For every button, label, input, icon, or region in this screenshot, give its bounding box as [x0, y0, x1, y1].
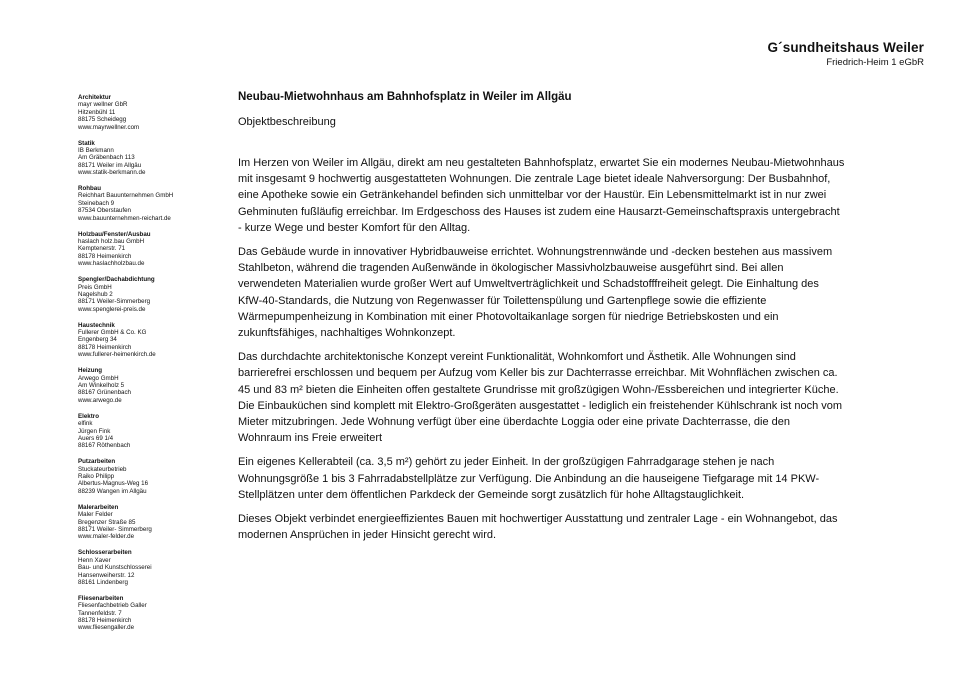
description-body [238, 155, 918, 543]
contractor-entry [78, 94, 198, 131]
paragraph-line: Dieses Objekt verbindet energieeffizientes Bauen mit hochwertiger Ausstattung und zentraler Lage - ein Wohnangebot, das [238, 513, 838, 526]
contractor-website-link[interactable]: www.fullerer-heimenkirch.de [78, 351, 156, 359]
contractor-detail-line: 88171 Weiler- Simmerberg [78, 526, 152, 533]
contractor-trade-heading: Haustechnik [78, 321, 115, 329]
contractor-detail-line: Am Winkelholz 5 [78, 382, 125, 389]
contractor-detail-line: Engenberg 34 [78, 336, 117, 344]
contractor-entry [78, 504, 198, 541]
contractor-detail-line: Stuckateurbetrieb [78, 465, 127, 473]
contractor-entry [78, 231, 198, 268]
paragraph-line: - kurze Wege und bester Komfort für den Alltag. [238, 221, 471, 234]
description-paragraph [238, 454, 918, 503]
contractor-website-link[interactable]: www.mayrwellner.com [78, 123, 140, 131]
contractor-detail-line: Steinebach 9 [78, 199, 115, 207]
contractor-detail-line: 88178 Heimenkirch [78, 343, 132, 351]
contractor-trade-heading: Spengler/Dachabdichtung [78, 276, 155, 284]
contractor-entry [78, 367, 198, 404]
contractor-entry [78, 413, 198, 450]
paragraph-line: Wärmepumpenheizung in Kombination mit einer Photovoltaikanlage sorgen für niedrige Betriebskosten und ein [238, 310, 779, 323]
document-subtitle: Objektbeschreibung [238, 116, 336, 128]
description-paragraph [238, 244, 918, 341]
document-title: Neubau-Mietwohnhaus am Bahnhofsplatz in Weiler im Allgäu [238, 91, 572, 103]
description-paragraph [238, 155, 918, 236]
contractor-detail-line: Reichhart Bauunternehmen GmbH [78, 192, 174, 200]
contractor-website-link[interactable]: www.fliesengaller.de [78, 624, 135, 632]
company-subtitle: Friedrich-Heim 1 eGbR [826, 57, 924, 68]
contractor-trade-heading: Architektur [78, 94, 112, 101]
paragraph-line: zukunftsfähiges, nachhaltiges Wohnkonzept. [238, 327, 456, 340]
contractor-entry [78, 276, 198, 313]
paragraph-line: mit insgesamt 9 hochwertig ausgestatteten Wohnungen. Die zentrale Lage bietet ideale Nahversorgung: Der Busbahnhof, [238, 173, 831, 186]
contractor-detail-line: 88161 Lindenberg [78, 578, 128, 586]
contractor-detail-line: Am Gräbenbach 113 [78, 154, 135, 162]
contractor-detail-line: Henn Xaver [78, 556, 111, 564]
contractor-detail-line: elfink [78, 420, 93, 428]
contractor-detail-line: 88171 Weiler im Allgäu [78, 161, 142, 169]
contractor-detail-line: Fullerer GmbH & Co. KG [78, 329, 147, 337]
contractor-detail-line: Raiko Philipp [78, 473, 115, 481]
contractor-entry [78, 185, 198, 222]
contractor-detail-line: 88167 Röthenbach [78, 442, 131, 450]
contractor-website-link[interactable]: www.haslachholzbau.de [78, 260, 145, 268]
paragraph-line: verwendeten Materialien wurde großer Wert auf Umweltverträglichkeit und Schadstofffreiheit gelegt. Die Einhaltung des [238, 278, 819, 291]
contractor-entry [78, 140, 198, 177]
contractor-entry [78, 458, 198, 495]
contractor-detail-line: Fliesenfachbetrieb Galler [78, 602, 147, 610]
contractor-website-link[interactable]: www.spenglerei-preis.de [78, 305, 146, 313]
company-name: G´sundheitshaus Weiler [767, 40, 924, 55]
contractor-entry [78, 322, 198, 359]
paragraph-line: Das Gebäude wurde in innovativer Hybridbauweise errichtet. Wohnungstrennwände und -decken bestehen aus massivem [238, 246, 833, 259]
main-content [238, 90, 918, 551]
contractor-detail-line: Nagelshub 2 [78, 290, 113, 298]
paragraph-line: Stellplätzen unter dem öffentlichen Parkdeck der Gemeinde sorgt zusätzlich für hohe Alltagstauglichkeit. [238, 488, 745, 501]
paragraph-line: Im Herzen von Weiler im Allgäu, direkt am neu gestalteten Bahnhofsplatz, erwartet Sie ein modernes Neubau-Mietwohnhaus [238, 157, 845, 169]
paragraph-line: Wohnungsgröße 1 bis 3 Fahrradabstellplätze zur Verfügung. Die Anbindung an die hauseigene Tiefgarage mit 14 PKW- [238, 472, 820, 485]
paragraph-line: modernen Ansprüchen in jeder Hinsicht gerecht wird. [238, 529, 497, 542]
contractor-trade-heading: Holzbau/Fenster/Ausbau [78, 230, 151, 238]
paragraph-line: Stahlbeton, während die tragenden Außenwände in ökologischer Massivholzbauweise ausgeführt sind. Bei allen [238, 262, 784, 275]
contractor-detail-line: Maler Felder [78, 511, 113, 519]
contractor-detail-line: 88178 Heimenkirch [78, 617, 132, 625]
contractor-trade-heading: Fliesenarbeiten [78, 594, 124, 602]
contractor-detail-line: Hitzenbühl 11 [78, 108, 116, 116]
contractor-detail-line: mayr wellner GbR [78, 101, 128, 109]
contractor-detail-line: 88171 Weiler-Simmerberg [78, 298, 151, 306]
contractor-detail-line: 87534 Oberstaufen [78, 207, 131, 215]
contractor-detail-line: Arwego GmbH [78, 374, 119, 382]
paragraph-line: eine Apotheke sowie ein Getränkehandel befinden sich unmittelbar vor der Haustür. Ein Lebensmittelmarkt ist in nur zwei [238, 189, 827, 202]
contractor-detail-line: IB Berkmann [78, 146, 114, 154]
contractor-detail-line: 88178 Heimenkirch [78, 252, 132, 260]
paragraph-line: Mieter mitzubringen. Jede Wohnung verfügt über eine überdachte Loggia oder eine private Dachterrasse, die den [238, 416, 790, 429]
contractor-entry [78, 595, 198, 632]
contractor-detail-line: Albertus-Magnus-Weg 16 [78, 480, 149, 488]
contractor-detail-line: Preis GmbH [78, 283, 112, 291]
contractor-website-link[interactable]: www.arwego.de [78, 396, 122, 404]
contractor-detail-line: 88167 Grünenbach [78, 389, 131, 397]
contractor-trade-heading: Malerarbeiten [78, 503, 119, 511]
contractor-detail-line: Tannenfeldstr. 7 [78, 609, 122, 617]
paragraph-line: barrierefrei erschlossen und bequem per Aufzug vom Keller bis zur Dachterrasse erreichbar. Mit Wohnflächen zwischen ca. [238, 367, 838, 380]
paragraph-line: Wohnraum ins Freie erweitert [238, 432, 383, 445]
contractor-trade-heading: Putzarbeiten [78, 458, 116, 466]
paragraph-line: Die Einbauküchen sind komplett mit Elektro-Großgeräten ausgestattet - lediglich ein freistehender Kühlschrank ist noch vom [238, 399, 843, 412]
paragraph-line: 45 und 83 m² bieten die Einheiten offen gestaltete Grundrisse mit großzügigen Wohn-/Essbereichen und integrierter Küche. [238, 383, 839, 396]
contractor-website-link[interactable]: www.statik-berkmann.de [78, 169, 146, 177]
contractor-detail-line: haslach holz.bau GmbH [78, 238, 145, 245]
contractor-website-link[interactable]: www.maler-felder.de [78, 533, 135, 541]
contractor-detail-line: Hansenweiherstr. 12 [78, 571, 135, 579]
contractor-detail-line: 88239 Wangen im Allgäu [78, 487, 147, 495]
paragraph-line: Ein eigenes Kellerabteil (ca. 3,5 m²) gehört zu jeder Einheit. In der großzügigen Fahrradgarage stehen je nach [238, 456, 775, 469]
contractor-trade-heading: Statik [78, 139, 95, 147]
contractor-detail-line: Kemptenerstr. 71 [78, 245, 126, 253]
contractor-trade-heading: Heizung [78, 367, 103, 375]
description-paragraph [238, 349, 918, 446]
contractor-detail-line: Bregenzer Straße 85 [78, 518, 136, 526]
paragraph-line: Gehminuten fußläufig erreichbar. Im Erdgeschoss des Hauses ist zudem eine Hausarzt-Gemeinschaftspraxis untergebracht [238, 205, 840, 218]
contractor-sidebar [78, 94, 198, 640]
contractor-website-link[interactable]: www.bauunternehmen-reichart.de [78, 214, 171, 222]
contractor-trade-heading: Schlosserarbeiten [78, 549, 132, 557]
contractor-trade-heading: Rohbau [78, 185, 102, 193]
letterhead [768, 40, 924, 69]
contractor-detail-line: Bau- und Kunstschlosserei [78, 564, 152, 572]
paragraph-line: KfW-40-Standards, die Nutzung von Regenwasser für Toilettenspülung und Gartenpflege sowie die effiziente [238, 294, 767, 307]
contractor-entry [78, 549, 198, 586]
paragraph-line: Das durchdachte architektonische Konzept vereint Funktionalität, Wohnkomfort und Ästhetik. Alle Wohnungen sind [238, 351, 796, 364]
contractor-detail-line: 88175 Scheidegg [78, 116, 127, 124]
contractor-detail-line: Auers 69 1/4 [78, 434, 114, 442]
contractor-detail-line: Jürgen Fink [78, 427, 111, 435]
description-paragraph [238, 511, 918, 543]
contractor-trade-heading: Elektro [78, 412, 99, 420]
